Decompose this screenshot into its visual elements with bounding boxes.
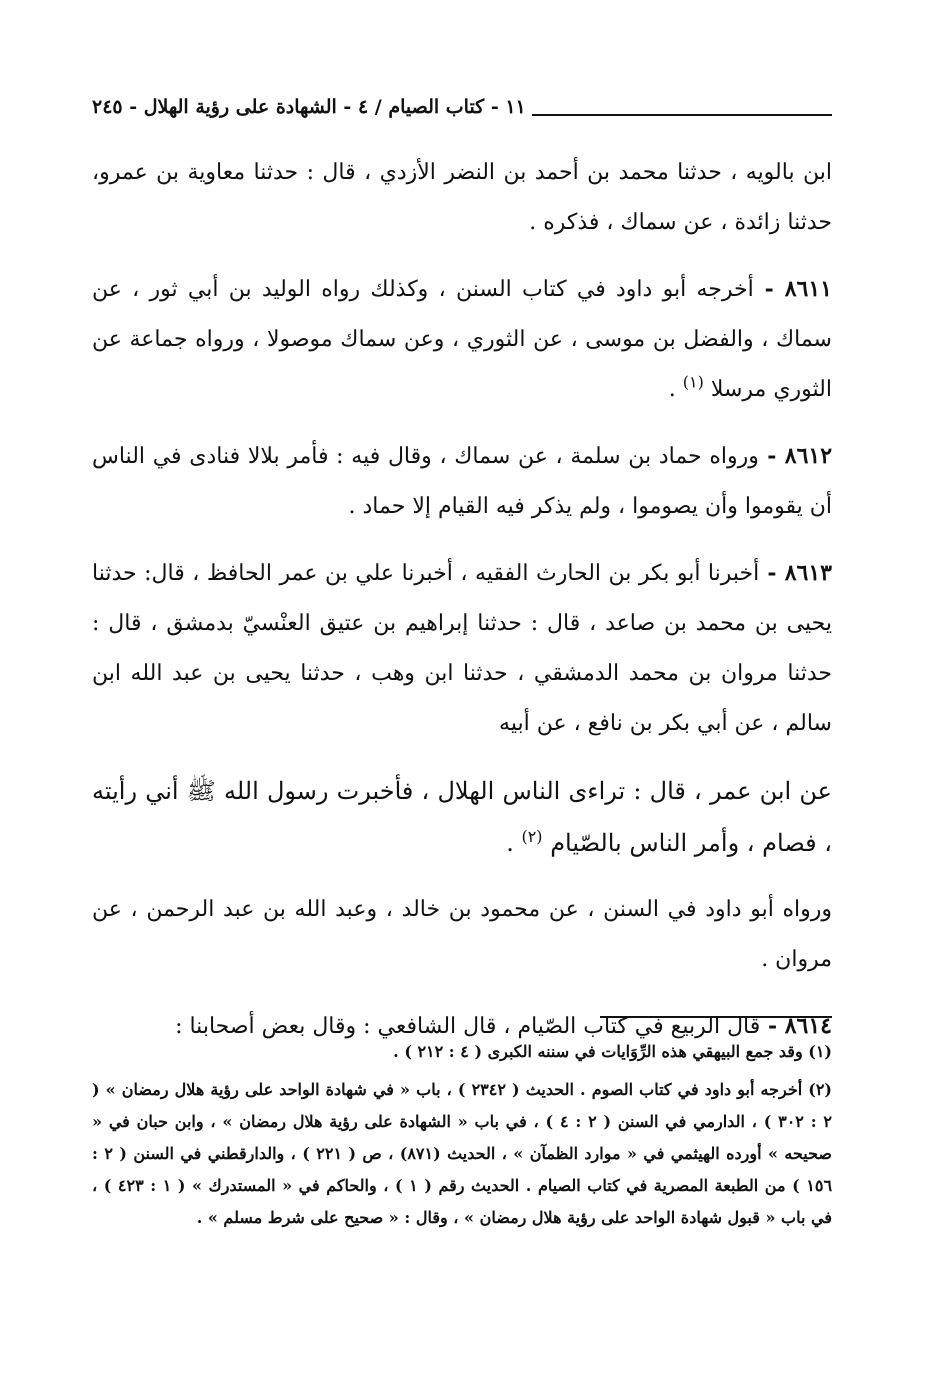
footnote-marker: (٢) [521,827,543,846]
paragraph-text: ورواه حماد بن سلمة ، عن سماك ، وقال فيه : فأمر بلالا فنادى في الناس أن يقوموا وأن يصوموا ، ولم يذكر فيه القيام إلا حماد . [92,444,832,519]
paragraph-riwaya [92,885,832,985]
hadith-8612 [92,431,832,532]
footnotes [92,1036,832,1240]
hadith-8611 [92,264,832,415]
footnote-2: (٢) أخرجه أبو داود في كتاب الصوم . الحديث ( ٢٣٤٢ ) ، باب « في شهادة الواحد على رؤية هلال رمضان » ( ٢ : ٣٠٢ ) ، الدارمي في السنن ( ٢ : ٤ ) ، في باب « الشهادة على رؤية هلال رمضان » ، وابن حبان في « صحيحه » أورده الهيثمي في « موارد الظمآن » ، الحديث (٨٧١) ، ص ( ٢٢١ ) ، والدارقطني في السنن ( ٢ : ١٥٦ ) من الطبعة المصرية في كتاب الصيام . الحديث رقم ( ١ ) ، والحاكم في « المستدرك » ( ١ : ٤٢٣ ) ، في باب « قبول شهادة الواحد على رؤية هلال رمضان » ، وقال : « صحيح على شرط مسلم » . [92,1080,833,1227]
footnote-rule [600,1016,832,1018]
footnote-marker: (١) [682,372,704,392]
hadith-number: ٨٦١٢ - [758,443,833,469]
hadith-matn [92,765,832,869]
main-text [92,148,832,1052]
running-header [92,96,832,126]
paragraph-text: أخرجه أبو داود في كتاب السنن ، وكذلك رواه الوليد بن أبي ثور ، عن سماك ، والفضل بن موسى ، عن الثوري ، وعن سماك موصولا ، ورواه جماعة عن الثوري مرسلا [92,277,832,402]
hadith-number: ٨٦١٤ - [760,1013,832,1039]
paragraph-trailer: . [506,829,522,857]
header-title: ١١ - كتاب الصيام / ٤ - الشهادة على رؤية الهلال - ٢٤٥ [92,96,526,118]
paragraph-text: أخبرنا أبو بكر بن الحارث الفقيه ، أخبرنا علي بن عمر الحافظ ، قال: حدثنا يحيى بن محمد بن صاعد ، قال : حدثنا إبراهيم بن عتيق العنْسيّ بدمشق ، قال : حدثنا مروان بن محمد الدمشقي ، حدثنا ابن وهب ، حدثنا يحيى بن عبد الله ابن سالم ، عن أبي بكر بن نافع ، عن أبيه [92,561,832,736]
hadith-number: ٨٦١٣ - [759,560,832,586]
paragraph-continuation [92,148,832,248]
footnote-1: (١) وقد جمع البيهقي هذه الرِّوَايات في سننه الكبرى ( ٤ : ٢١٢ ) . [393,1042,832,1061]
paragraph-text: قال الربيع في كتاب الصّيام ، قال الشافعي : وقال بعض أصحابنا : [175,1014,761,1039]
hadith-8613 [92,548,832,749]
paragraph-text: ابن بالويه ، حدثنا محمد بن أحمد بن النضر الأزدي ، قال : حدثنا معاوية بن عمرو، حدثنا زائدة ، عن سماك ، فذكره . [92,160,832,235]
paragraph-text: ورواه أبو داود في السنن ، عن محمود بن خالد ، وعبد الله بن عبد الرحمن ، عن مروان . [92,897,832,972]
header-rule [532,114,832,116]
hadith-number: ٨٦١١ - [753,276,832,302]
paragraph-trailer: . [668,377,683,402]
paragraph-text: عن ابن عمر ، قال : تراءى الناس الهلال ، فأخبرت رسول الله ﷺ أني رأيته ، فصام ، وأمر الناس بالصّيام [92,777,832,857]
